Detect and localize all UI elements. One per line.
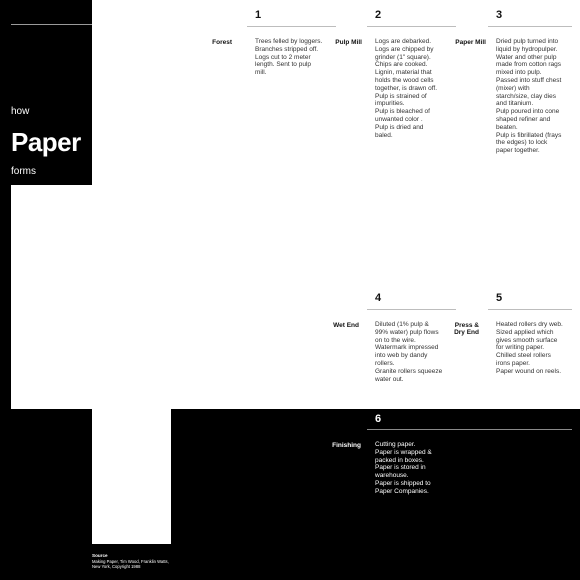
step-3-line-14: the edges) to lock xyxy=(496,139,548,147)
step-1-description xyxy=(255,38,322,77)
step-2-description xyxy=(375,38,437,139)
step-3-line-2: liquid by hydropulper. xyxy=(496,45,558,53)
step-2-line-2: Logs are chipped by xyxy=(375,45,434,53)
step-3-line-8: starch/size, clay dies xyxy=(496,92,556,100)
step-3-line-13: Pulp is fibrillated (frays xyxy=(496,131,562,139)
title-top-rule xyxy=(11,24,92,25)
title-pre: how xyxy=(11,106,30,117)
step-2-line-1: Logs are debarked. xyxy=(375,38,432,45)
step-5-stage xyxy=(440,322,479,337)
step-5-line-2: Sized applied which xyxy=(496,328,554,336)
step-3-description xyxy=(496,38,561,155)
step-1-line-3: Logs cut to 2 meter xyxy=(255,53,311,61)
step-6-stage-line-1: Finishing xyxy=(332,442,361,449)
step-6-line-1: Cutting paper. xyxy=(375,441,416,448)
source-line-2: New York, Copyright 1988 xyxy=(92,564,141,569)
step-1-line-1: Trees felled by loggers. xyxy=(255,38,323,45)
source-line-1: Making Paper, Tim Wood, Franklin Watts, xyxy=(92,559,169,564)
step-2-line-5: Lignin, material that xyxy=(375,69,432,77)
step-4-stage-line-1: Wet End xyxy=(333,322,359,329)
step-3-number: 3 xyxy=(496,9,503,21)
source-heading: Source xyxy=(92,553,108,558)
bottom-black-band xyxy=(0,409,580,580)
step-2-line-11: unwanted color . xyxy=(375,115,423,123)
step-5-description xyxy=(496,321,563,376)
step-2-number: 2 xyxy=(375,9,382,21)
step-2-line-4: Chips are cooked. xyxy=(375,61,428,69)
step-5-line-1: Heated rollers dry web. xyxy=(496,321,563,328)
step-1-stage xyxy=(190,39,232,46)
step-4-line-4: Watermark impressed xyxy=(375,344,439,352)
step-6-line-5: warehouse. xyxy=(375,472,409,480)
step-1-line-5: mill. xyxy=(255,69,267,77)
step-2-line-6: holds the wood cells xyxy=(375,76,434,84)
step-6-stage xyxy=(318,442,361,449)
step-2-line-7: together, is drawn off. xyxy=(375,84,438,92)
step-1-line-4: length. Sent to pulp xyxy=(255,61,312,69)
step-4-rule xyxy=(367,309,456,310)
step-4-line-3: on to the wire. xyxy=(375,336,416,344)
step-4-number: 4 xyxy=(375,292,382,304)
step-1-rule xyxy=(247,26,336,27)
step-3-stage-line-1: Paper Mill xyxy=(455,39,486,46)
white-column-cutout xyxy=(92,409,171,544)
step-5-stage-line-1: Press & xyxy=(454,322,479,329)
step-3-line-3: Water and other pulp xyxy=(496,53,557,61)
step-3-line-1: Dried pulp turned into xyxy=(496,38,559,45)
step-3-line-12: beaten. xyxy=(496,123,518,131)
step-6-description xyxy=(375,441,432,496)
step-4-line-1: Diluted (1% pulp & xyxy=(375,321,429,328)
title-post: forms xyxy=(11,166,36,177)
step-3-line-4: made from cotton rags xyxy=(496,61,562,69)
step-3-line-5: mixed into pulp. xyxy=(496,69,542,77)
step-4-line-2: 99% water) pulp flows xyxy=(375,328,439,336)
step-2-stage xyxy=(320,39,362,46)
step-5-line-6: irons paper. xyxy=(496,359,530,367)
source-citation xyxy=(92,559,169,569)
step-5-stage-line-2: Dry End xyxy=(454,329,479,337)
step-6-line-3: packed in boxes. xyxy=(375,456,424,464)
step-3-line-6: Passed into stuff chest xyxy=(496,76,562,84)
step-2-rule xyxy=(367,26,456,27)
step-2-line-9: impurities. xyxy=(375,100,405,108)
step-2-line-8: Pulp is strained of xyxy=(375,92,427,100)
step-4-stage xyxy=(320,322,359,329)
step-3-line-7: (mixer) with xyxy=(496,84,530,92)
step-3-line-11: shaped refiner and xyxy=(496,115,551,123)
step-4-line-7: Granite rollers squeeze xyxy=(375,367,443,375)
step-1-number: 1 xyxy=(255,9,262,21)
step-3-rule xyxy=(488,26,572,27)
step-6-line-6: Paper is shipped to xyxy=(375,479,431,487)
step-2-stage-line-1: Pulp Mill xyxy=(335,39,362,46)
step-3-line-10: Pulp poured into cone xyxy=(496,108,560,116)
step-2-line-3: grinder (1" square). xyxy=(375,53,431,61)
step-1-stage-line-1: Forest xyxy=(212,39,232,46)
step-2-line-12: Pulp is dried and xyxy=(375,123,424,131)
step-4-line-5: into web by dandy xyxy=(375,352,428,360)
step-4-description xyxy=(375,321,442,383)
step-2-line-10: Pulp is bleached of xyxy=(375,108,430,116)
step-5-line-4: for writing paper. xyxy=(496,344,545,352)
step-6-rule xyxy=(367,429,572,430)
step-5-rule xyxy=(488,309,572,310)
step-4-line-8: water out. xyxy=(375,375,404,383)
step-1-line-2: Branches stripped off. xyxy=(255,45,319,53)
step-6-number: 6 xyxy=(375,413,382,425)
step-5-number: 5 xyxy=(496,292,503,304)
step-4-line-6: rollers. xyxy=(375,359,395,367)
step-3-line-9: and titanium. xyxy=(496,100,534,108)
step-2-line-13: baled. xyxy=(375,131,393,139)
page-title: Paper xyxy=(11,127,81,157)
step-6-line-7: Paper Companies. xyxy=(375,487,429,495)
step-3-line-15: paper together. xyxy=(496,147,540,155)
step-5-line-3: gives smooth surface xyxy=(496,336,558,344)
step-5-line-5: Chilled steel rollers xyxy=(496,352,551,360)
step-5-line-7: Paper wound on reels. xyxy=(496,367,562,375)
step-6-line-4: Paper is stored in xyxy=(375,464,426,472)
step-6-line-2: Paper is wrapped & xyxy=(375,448,432,456)
step-3-stage xyxy=(442,39,486,46)
